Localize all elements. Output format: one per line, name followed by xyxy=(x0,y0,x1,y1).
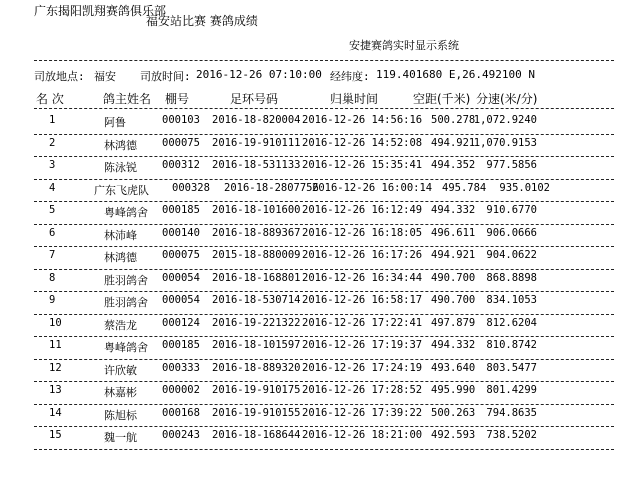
cell-return-time: 2016-12-26 17:28:52 xyxy=(302,384,423,396)
cell-distance: 496.611 xyxy=(431,226,476,239)
cell-slot: 000185 xyxy=(162,204,200,216)
cell-distance: 492.593 xyxy=(431,429,476,441)
cell-distance: 495.990 xyxy=(431,384,476,396)
cell-rank: 7 xyxy=(49,249,56,261)
cell-return-time: 2016-12-26 14:52:08 xyxy=(302,136,423,149)
cell-rank: 10 xyxy=(49,316,62,329)
cell-distance: 495.784 xyxy=(442,181,487,194)
cell-rank: 8 xyxy=(49,271,56,284)
column-header-slot: 棚号 xyxy=(165,92,190,106)
row-divider xyxy=(34,201,614,202)
cell-rank: 15 xyxy=(49,429,62,441)
column-header-speed: 分速(米/分) xyxy=(476,92,538,106)
cell-owner: 林嘉彬 xyxy=(104,386,137,399)
cell-owner: 广东飞虎队 xyxy=(94,183,149,197)
cell-rank: 12 xyxy=(49,361,62,374)
cell-return-time: 2016-12-26 15:35:41 xyxy=(302,159,423,171)
cell-owner: 林鸿德 xyxy=(104,138,137,152)
row-divider xyxy=(34,134,614,135)
cell-slot: 000333 xyxy=(162,361,200,374)
club-name: 广东揭阳凯翔赛鸽俱乐部 xyxy=(34,4,167,18)
cell-return-time: 2016-12-26 14:56:16 xyxy=(302,114,423,126)
cell-slot: 000140 xyxy=(162,226,200,239)
release-location-value: 福安 xyxy=(94,70,116,83)
cell-ring: 2016-18-168801 xyxy=(212,271,301,284)
cell-ring: 2016-19-910175 xyxy=(212,384,301,396)
row-divider xyxy=(34,291,614,292)
cell-ring: 2016-19-910155 xyxy=(212,406,301,419)
cell-return-time: 2016-12-26 16:12:49 xyxy=(302,204,423,216)
cell-return-time: 2016-12-26 16:58:17 xyxy=(302,294,423,306)
cell-owner: 胜羽鸽舍 xyxy=(104,273,148,287)
cell-distance: 500.278 xyxy=(431,114,476,126)
cell-speed: 935.0102 xyxy=(499,181,550,194)
cell-rank: 2 xyxy=(49,136,56,149)
cell-rank: 11 xyxy=(49,339,62,351)
cell-rank: 5 xyxy=(49,204,56,216)
cell-owner: 林鸿德 xyxy=(104,251,137,264)
cell-speed: 812.6204 xyxy=(486,316,537,329)
cell-rank: 13 xyxy=(49,384,62,396)
release-time-label: 司放时间: xyxy=(140,70,191,83)
cell-owner: 魏一航 xyxy=(104,431,137,444)
cell-ring: 2016-19-221322 xyxy=(212,316,301,329)
cell-return-time: 2016-12-26 17:39:22 xyxy=(302,406,423,419)
cell-speed: 810.8742 xyxy=(486,339,537,351)
release-location-label: 司放地点: xyxy=(34,70,85,83)
release-time-value: 2016-12-26 07:10:00 xyxy=(196,68,322,81)
cell-speed: 801.4299 xyxy=(486,384,537,396)
cell-distance: 490.700 xyxy=(431,294,476,306)
cell-owner: 胜羽鸽舍 xyxy=(104,296,148,309)
cell-ring: 2015-18-880009 xyxy=(212,249,301,261)
cell-speed: 910.6770 xyxy=(486,204,537,216)
column-header-return-time: 归巢时间 xyxy=(330,92,379,106)
cell-return-time: 2016-12-26 16:17:26 xyxy=(302,249,423,261)
cell-rank: 4 xyxy=(49,181,56,194)
cell-slot: 000075 xyxy=(162,136,200,149)
cell-slot: 000075 xyxy=(162,249,200,261)
row-divider xyxy=(34,359,614,360)
cell-distance: 500.263 xyxy=(431,406,476,419)
cell-owner: 粤峰鸽舍 xyxy=(104,341,148,354)
cell-return-time: 2016-12-26 17:24:19 xyxy=(302,361,423,374)
cell-ring: 2016-18-889367 xyxy=(212,226,301,239)
race-title: 福安站比赛 赛鸽成绩 xyxy=(146,14,258,28)
cell-ring: 2016-19-910111 xyxy=(212,136,301,149)
cell-return-time: 2016-12-26 17:19:37 xyxy=(302,339,423,351)
cell-ring: 2016-18-820004 xyxy=(212,114,301,126)
cell-owner: 粤峰鸽舍 xyxy=(104,206,148,219)
cell-distance: 497.879 xyxy=(431,316,476,329)
cell-slot: 000328 xyxy=(172,181,210,194)
cell-slot: 000185 xyxy=(162,339,200,351)
row-divider xyxy=(34,381,614,382)
row-divider xyxy=(34,224,614,225)
cell-owner: 蔡浩龙 xyxy=(104,318,137,332)
cell-ring: 2016-18-531133 xyxy=(212,159,301,171)
cell-speed: 794.8635 xyxy=(486,406,537,419)
cell-return-time: 2016-12-26 17:22:41 xyxy=(302,316,423,329)
cell-return-time: 2016-12-26 16:34:44 xyxy=(302,271,423,284)
cell-speed: 1,070.9153 xyxy=(473,136,537,149)
cell-slot: 000002 xyxy=(162,384,200,396)
cell-distance: 490.700 xyxy=(431,271,476,284)
cell-speed: 906.0666 xyxy=(486,226,537,239)
column-header-distance: 空距(千米) xyxy=(413,92,471,106)
row-divider xyxy=(34,404,614,405)
cell-rank: 9 xyxy=(49,294,56,306)
cell-rank: 6 xyxy=(49,226,56,239)
cell-return-time: 2016-12-26 16:18:05 xyxy=(302,226,423,239)
cell-distance: 494.332 xyxy=(431,339,476,351)
cell-owner: 陈旭标 xyxy=(104,408,137,422)
cell-slot: 000103 xyxy=(162,114,200,126)
cell-owner: 阿鲁 xyxy=(104,116,126,129)
cell-slot: 000054 xyxy=(162,294,200,306)
cell-slot: 000124 xyxy=(162,316,200,329)
row-divider xyxy=(34,426,614,427)
cell-owner: 陈泳锐 xyxy=(104,161,137,174)
system-name: 安捷赛鸽实时显示系统 xyxy=(349,39,459,52)
cell-distance: 493.640 xyxy=(431,361,476,374)
cell-return-time: 2016-12-26 18:21:00 xyxy=(302,429,423,441)
cell-speed: 803.5477 xyxy=(486,361,537,374)
cell-distance: 494.352 xyxy=(431,159,476,171)
row-divider xyxy=(34,269,614,270)
row-divider xyxy=(34,179,614,180)
cell-speed: 1,072.9240 xyxy=(473,114,537,126)
cell-speed: 977.5856 xyxy=(486,159,537,171)
cell-speed: 904.0622 xyxy=(486,249,537,261)
cell-slot: 000054 xyxy=(162,271,200,284)
cell-speed: 868.8898 xyxy=(486,271,537,284)
cell-owner: 许欣敏 xyxy=(104,363,137,377)
row-divider xyxy=(34,314,614,315)
cell-return-time: 2016-12-26 16:00:14 xyxy=(312,181,433,194)
cell-rank: 14 xyxy=(49,406,62,419)
cell-slot: 000243 xyxy=(162,429,200,441)
cell-slot: 000168 xyxy=(162,406,200,419)
cell-ring: 2016-18-889320 xyxy=(212,361,301,374)
cell-owner: 林沛峰 xyxy=(104,228,137,242)
cell-ring: 2016-18-530714 xyxy=(212,294,301,306)
coordinates-value: 119.401680 E,26.492100 N xyxy=(376,68,535,81)
cell-rank: 1 xyxy=(49,114,56,126)
column-header-ring: 足环号码 xyxy=(230,92,279,106)
cell-distance: 494.921 xyxy=(431,136,476,149)
row-divider xyxy=(34,449,614,450)
cell-ring: 2016-18-168644 xyxy=(212,429,301,441)
coordinates-label: 经纬度: xyxy=(330,70,370,83)
cell-ring: 2016-18-101600 xyxy=(212,204,301,216)
cell-distance: 494.921 xyxy=(431,249,476,261)
column-header-owner: 鸽主姓名 xyxy=(103,92,152,106)
cell-distance: 494.332 xyxy=(431,204,476,216)
row-divider xyxy=(34,246,614,247)
row-divider xyxy=(34,156,614,157)
column-header-rank: 名 次 xyxy=(36,92,64,106)
header-divider xyxy=(34,108,614,109)
cell-speed: 738.5202 xyxy=(486,429,537,441)
cell-ring: 2016-18-101597 xyxy=(212,339,301,351)
row-divider xyxy=(34,336,614,337)
cell-ring: 2016-18-2807756 xyxy=(224,181,319,194)
cell-speed: 834.1053 xyxy=(486,294,537,306)
cell-slot: 000312 xyxy=(162,159,200,171)
top-divider xyxy=(34,60,614,61)
cell-rank: 3 xyxy=(49,159,56,171)
